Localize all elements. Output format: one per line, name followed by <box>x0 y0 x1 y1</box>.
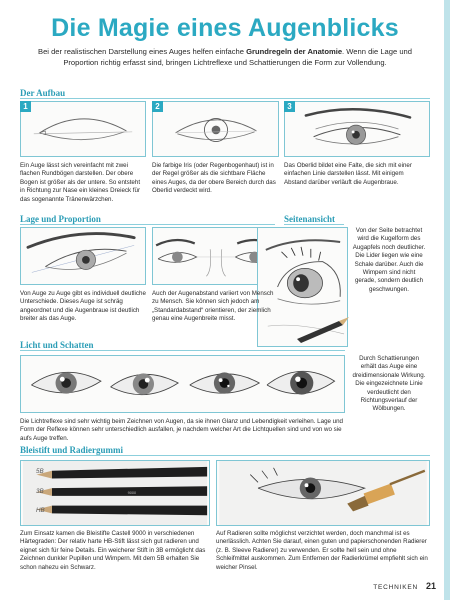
pencil-sketch <box>293 315 353 343</box>
eraser-sketch <box>217 461 429 525</box>
illustration-eye-step-2 <box>152 101 279 157</box>
section-rule <box>20 98 430 99</box>
section-rule <box>20 455 430 456</box>
licht-text: Die Lichtreflexe sind sehr wichtig beim Zeichnen von Augen, da sie ihnen Glanz und Lebendigkeit verleihen. Lage und Form der Reflexe können sehr unterschiedlich ausfallen, je nachdem welcher Art die Lichtquellen sind und von wo sie aufs Auge treffen. <box>20 418 343 442</box>
page-number: 21 <box>425 581 436 591</box>
illustration-eye-step-1 <box>20 101 146 157</box>
section-rule <box>20 224 275 225</box>
page-title: Die Magie eines Augenblicks <box>51 14 399 42</box>
step-3-text: Das Oberlid bildet eine Falte, die sich mit einer einfachen Linie darstellen lässt. Mit einigem Abstand darüber verläuft die Augenbraue. <box>284 162 412 186</box>
pencil-label-hb: HB <box>36 507 45 514</box>
illustration-pencil-small <box>293 315 353 343</box>
step-number-1: 1 <box>20 101 31 112</box>
intro-bold: Grundregeln der Anatomie <box>246 47 343 56</box>
seitenansicht-text: Von der Seite betrachtet wird die Kugelform des Augapfels noch deutlicher. Die Lider liegen wie eine Schale darüber. Auch die Wimpern sind nicht gerade, sondern deutlich geschwungen. <box>352 227 426 293</box>
lage-left-text: Von Auge zu Auge gibt es individuell deutliche Unterschiede. Dieses Auge ist schräg angeordnet und die Augenbraue ist deutlich breiter als das Auge. <box>20 290 146 323</box>
page-edge-strip <box>444 0 450 600</box>
illustration-eye-step-3 <box>284 101 430 157</box>
illustration-pencils <box>20 460 210 526</box>
pencil-label-3b: 3B <box>36 488 44 495</box>
footer-section-label: TECHNIKEN <box>373 584 418 591</box>
bleistift-left-text: Zum Einsatz kamen die Bleistifte Castell 9000 in verschiedenen Härtegraden: Der relativ harte HB-Stift lässt sich gut radieren und eignet sich für feine Details. Ein weicherer Stift in 3B ermöglicht das Zeichnen dunkler Pupillen und Wimpern. Mit dem 5B erhalten Sie schon nahezu ein Schwarz. <box>20 530 206 571</box>
illustration-eraser-brush <box>216 460 430 526</box>
step-1-text: Ein Auge lässt sich vereinfacht mit zwei flachen Rundbögen darstellen. Der obere Bogen ist größer als der untere. So entsteht in Richtung zur Nase ein kleines Dreieck für das sogenannte Tränenwärzchen. <box>20 162 141 203</box>
licht-side-text: Durch Schattierungen erhält das Auge eine dreidimensionale Wirkung. Die eingezeichnete Linie verdeutlicht den Richtungsverlauf der Wölbungen. <box>352 355 426 413</box>
bleistift-right-text: Auf Radieren sollte möglichst verzichtet werden, doch manchmal ist es unerlässlich. Achten Sie darauf, einen guten und papierschonenden Radierer (z. B. Sleeve Radierer) zu verwenden. Er sollte hell sein und ohne Schleifmittel auskommen. Zum Entfernen der Radierkrümel empfiehlt sich ein weicher Pinsel. <box>216 530 428 571</box>
spacer <box>257 350 348 414</box>
intro-paragraph <box>20 46 430 68</box>
lage-mid-text: Auch der Augenabstand variiert von Mensch zu Mensch. Sie können sich jedoch am „Standardabstand“ orientieren, der ziemlich genau eine Augenbreite misst. <box>152 290 274 323</box>
step-number-3: 3 <box>284 101 295 112</box>
illustration-slanted-eye <box>20 227 146 285</box>
intro-text-start: Bei der realistischen Darstellung eines Auges helfen einfache <box>38 47 247 56</box>
eye-sketch-slanted <box>21 228 145 284</box>
section-heading-licht: Licht und Schatten <box>20 340 94 350</box>
section-heading-bleistift: Bleistift und Radiergummi <box>20 445 124 455</box>
eye-sketch-iris <box>153 102 278 156</box>
section-rule <box>284 224 344 225</box>
section-heading-seitenansicht: Seitenansicht <box>284 214 336 224</box>
section-heading-lage: Lage und Proportion <box>20 214 101 224</box>
svg-text:9000: 9000 <box>127 489 137 495</box>
pencil-label-5b: 5B <box>36 468 44 475</box>
eye-sketch-brow <box>285 102 429 156</box>
intro-text-end: . Wenn die Lage und Proportion richtig erfasst sind, bringen Lichtreflexe und Schattierungen die Form zur Vollendung. <box>63 47 412 67</box>
section-heading-aufbau: Der Aufbau <box>20 88 66 98</box>
eye-sketch-arcs <box>21 102 145 156</box>
pencils-photo <box>21 461 209 525</box>
step-number-2: 2 <box>152 101 163 112</box>
step-2-text: Die farbige Iris (oder Regenbogenhaut) ist in der Regel größer als die sichtbare Fläche eines Auges, da der obere Bereich durch das Oberlid verdeckt wird. <box>152 162 276 195</box>
